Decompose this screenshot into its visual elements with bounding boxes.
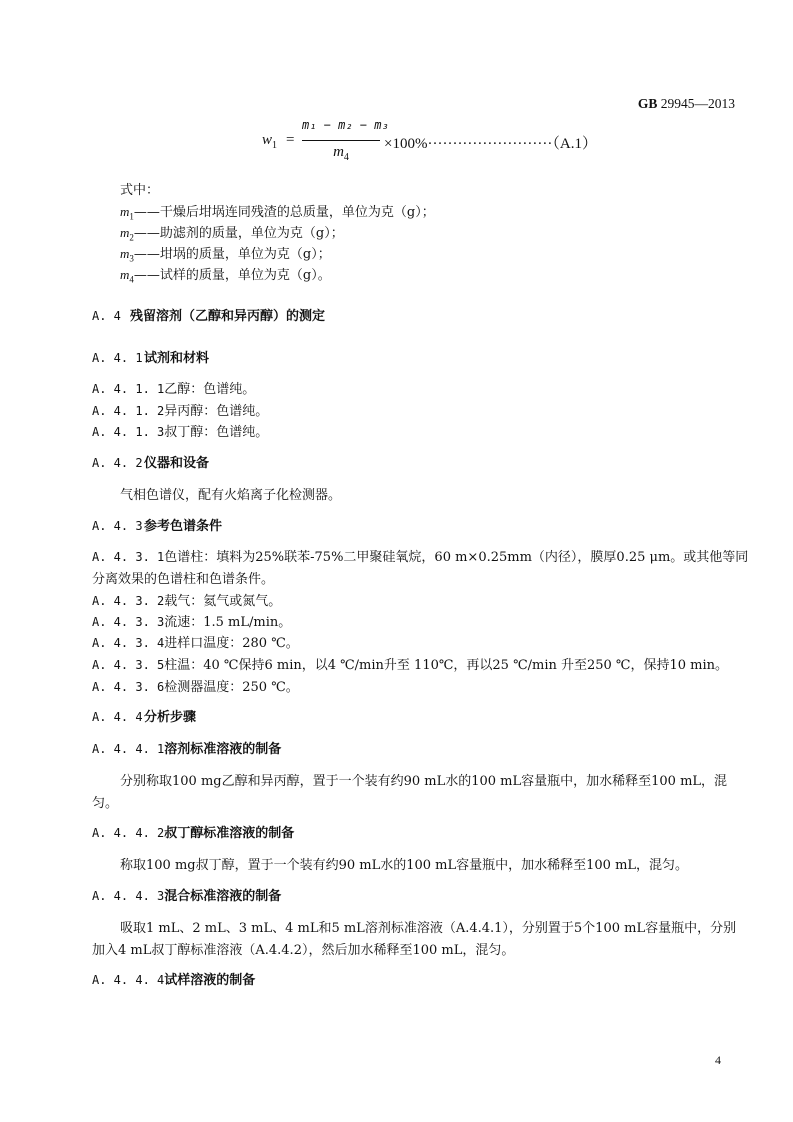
list-item: A. 4. 3. 1色谱柱：填料为25%联苯-75%二甲聚硅氧烷，60 m×0.25mm（内径），膜厚0.25 μm。或其他等同 xyxy=(92,550,749,565)
section-heading-a443: A. 4. 4. 3混合标准溶液的制备 xyxy=(92,889,282,904)
formula-denominator: $m_4$ xyxy=(333,144,349,163)
section-heading-a43: A. 4. 3参考色谱条件 xyxy=(92,519,223,534)
section-heading-a41: A. 4. 1试剂和材料 xyxy=(92,351,210,366)
list-item: A. 4. 3. 3流速：1.5 mL/min。 xyxy=(92,615,292,630)
list-item: A. 4. 3. 4进样口温度：280 ℃。 xyxy=(92,636,299,651)
section-heading-a444: A. 4. 4. 4试样溶液的制备 xyxy=(92,973,256,988)
list-item: A. 4. 1. 2异丙醇：色谱纯。 xyxy=(92,404,269,419)
paragraph: 称取100 mg叔丁醇，置于一个装有约90 mL水的100 mL容量瓶中，加水稀释至100 mL，混匀。 xyxy=(120,858,689,873)
section-heading-a441: A. 4. 4. 1溶剂标准溶液的制备 xyxy=(92,742,282,757)
list-item: A. 4. 3. 5柱温：40 ℃保持6 min，以4 ℃/min升至 110℃，再以25 ℃/min 升至250 ℃，保持10 min。 xyxy=(92,658,729,673)
formula-fraction xyxy=(302,118,389,163)
section-heading-a4: A. 4 残留溶剂（乙醇和异丙醇）的测定 xyxy=(92,309,326,324)
formula-equals: = xyxy=(286,132,295,148)
standard-code xyxy=(638,96,735,112)
formula-rest xyxy=(384,132,597,153)
where-item-m2: $m_2——$助滤剂的质量，单位为克（g）； xyxy=(120,225,344,243)
formula-lhs: $w_1$ xyxy=(262,132,278,151)
list-item-continuation: 分离效果的色谱柱和色谱条件。 xyxy=(92,572,275,587)
paragraph-continuation: 匀。 xyxy=(92,796,119,811)
paragraph: 气相色谱仪，配有火焰离子化检测器。 xyxy=(120,488,342,503)
formula-multiplier: ×100% xyxy=(384,136,428,152)
formula-dots: ························· xyxy=(427,136,553,152)
list-item: A. 4. 1. 3叔丁醇：色谱纯。 xyxy=(92,425,269,440)
section-heading-a42: A. 4. 2仪器和设备 xyxy=(92,456,210,471)
standard-prefix: GB xyxy=(637,96,658,111)
formula-ref: （A.1） xyxy=(552,136,597,152)
where-item-m1: $m_1——$干燥后坩埚连同残渣的总质量，单位为克（g）； xyxy=(120,204,435,222)
paragraph: 分别称取100 mg乙醇和异丙醇，置于一个装有约90 mL水的100 mL容量瓶中，加水稀释至100 mL，混 xyxy=(120,774,728,789)
where-item-m3: $m_3——$坩埚的质量，单位为克（g）； xyxy=(120,246,331,264)
where-item-m4: $m_4——$试样的质量，单位为克（g）。 xyxy=(120,267,331,285)
paragraph-continuation: 加入4 mL叔丁醇标准溶液（A.4.4.2），然后加水稀释至100 mL，混匀。 xyxy=(92,943,515,958)
section-heading-a442: A. 4. 4. 2叔丁醇标准溶液的制备 xyxy=(92,826,295,841)
page-number: 4 xyxy=(715,1053,721,1067)
where-intro: 式中： xyxy=(120,183,160,198)
formula-a1 xyxy=(262,118,602,168)
formula-numerator: m₁ − m₂ − m₃ xyxy=(302,118,389,132)
list-item: A. 4. 3. 6检测器温度：250 ℃。 xyxy=(92,680,299,695)
list-item: A. 4. 3. 2载气：氦气或氮气。 xyxy=(92,594,282,609)
standard-number: 29945—2013 xyxy=(660,96,735,111)
list-item: A. 4. 1. 1乙醇：色谱纯。 xyxy=(92,382,256,397)
paragraph: 吸取1 mL、2 mL、3 mL、4 mL和5 mL溶剂标准溶液（A.4.4.1），分别置于5个100 mL容量瓶中，分别 xyxy=(120,921,737,936)
fraction-bar xyxy=(302,140,380,141)
section-heading-a44: A. 4. 4分析步骤 xyxy=(92,710,197,725)
